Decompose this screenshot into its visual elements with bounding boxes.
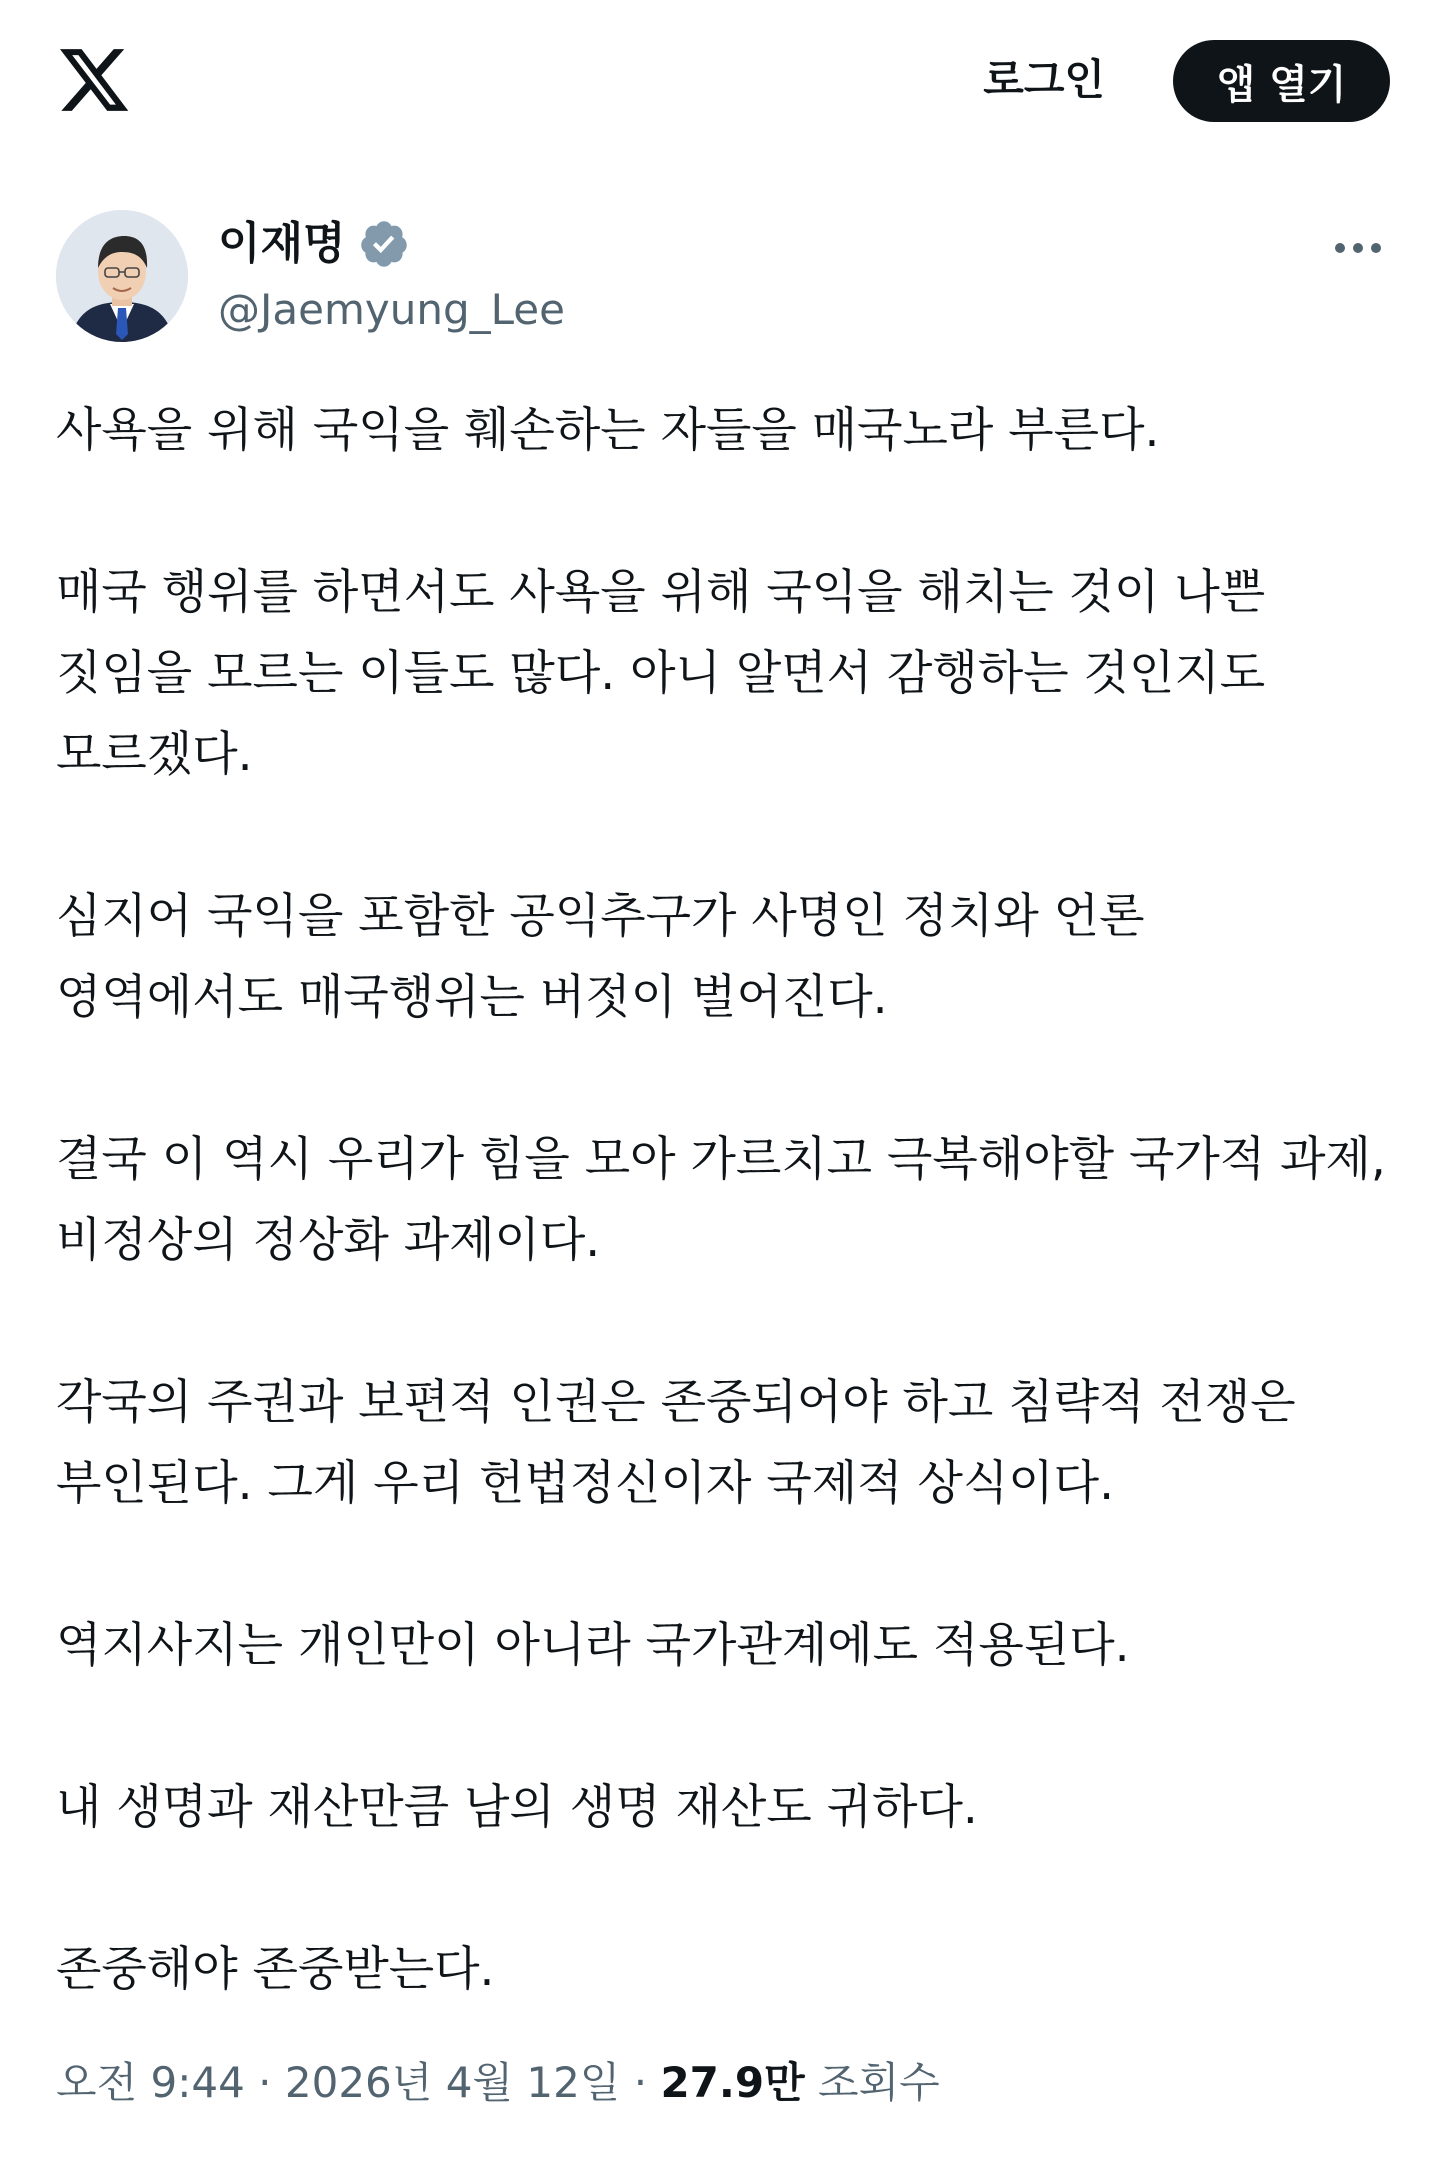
verified-badge-icon <box>358 218 410 270</box>
tweet-meta <box>56 2055 940 2111</box>
avatar[interactable] <box>56 210 188 342</box>
tweet-paragraph: 심지어 국익을 포함한 공익추구가 사명인 정치와 언론 영역에서도 매국행위는 버젓이 벌어진다. <box>56 889 1145 1025</box>
tweet-time[interactable]: 오전 9:44 <box>56 2058 245 2107</box>
meta-separator: · <box>258 2058 272 2107</box>
more-options-icon[interactable] <box>1330 230 1386 266</box>
open-app-button[interactable]: 앱 열기 <box>1173 40 1390 122</box>
views-count: 27.9만 <box>660 2058 805 2107</box>
tweet-paragraph: 사욕을 위해 국익을 훼손하는 자들을 매국노라 부른다. <box>56 403 1160 458</box>
meta-separator: · <box>633 2058 648 2107</box>
author-display-name[interactable]: 이재명 <box>218 218 346 269</box>
tweet-author <box>56 210 1386 342</box>
views-label: 조회수 <box>818 2058 940 2107</box>
x-logo-icon[interactable] <box>56 42 132 118</box>
tweet-paragraph: 매국 행위를 하면서도 사욕을 위해 국익을 해치는 것이 나쁜 짓임을 모르는 이들도 많다. 아니 알면서 감행하는 것인지도 모르겠다. <box>56 565 1266 782</box>
tweet-paragraph: 내 생명과 재산만큼 남의 생명 재산도 귀하다. <box>56 1780 978 1835</box>
tweet-paragraph: 존중해야 존중받는다. <box>56 1942 495 1997</box>
tweet-paragraph: 결국 이 역시 우리가 힘을 모아 가르치고 극복해야할 국가적 과제, 비정상의 정상화 과제이다. <box>56 1132 1386 1268</box>
tweet-paragraph: 역지사지는 개인만이 아니라 국가관계에도 적용된다. <box>56 1618 1130 1673</box>
author-name-line <box>218 216 410 272</box>
top-bar <box>0 0 1440 160</box>
author-handle[interactable]: @Jaemyung_Lee <box>218 285 565 334</box>
login-link[interactable]: 로그인 <box>983 55 1105 104</box>
tweet-paragraph: 각국의 주권과 보편적 인권은 존중되어야 하고 침략적 전쟁은 부인된다. 그게 우리 헌법정신이자 국제적 상식이다. <box>56 1375 1296 1511</box>
tweet-text <box>56 390 1386 2010</box>
tweet-date[interactable]: 2026년 4월 12일 <box>284 2058 621 2107</box>
